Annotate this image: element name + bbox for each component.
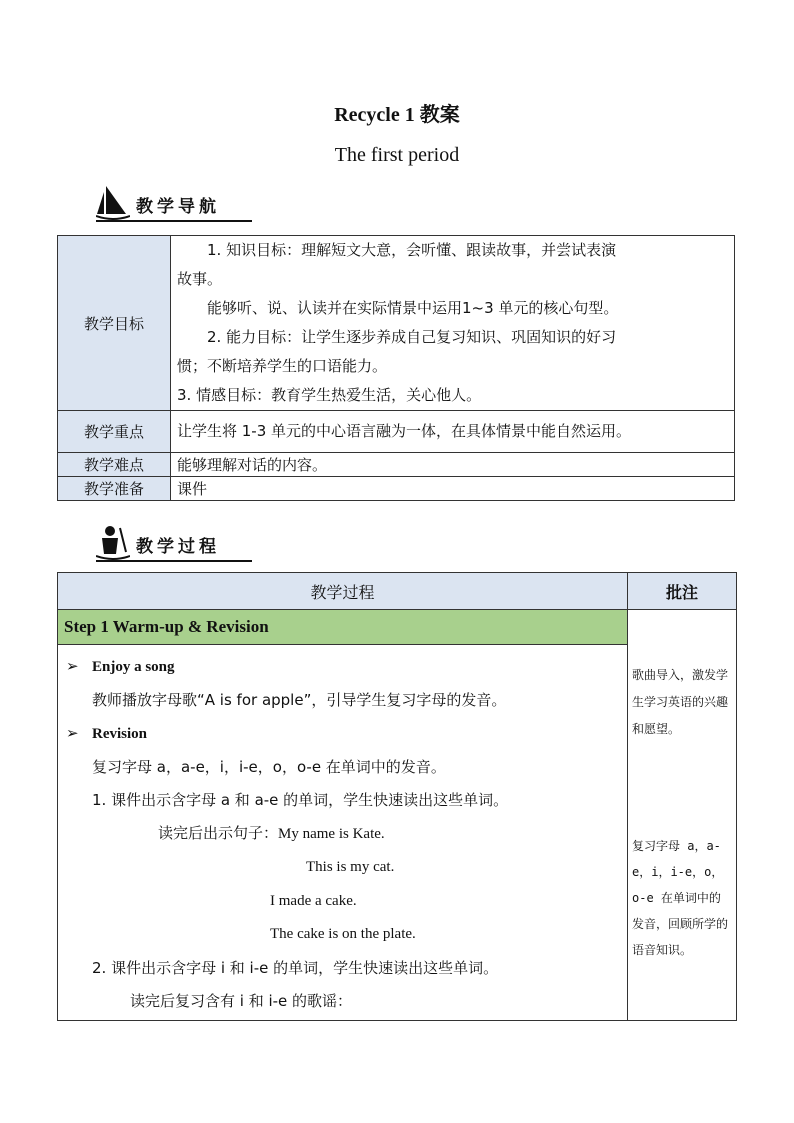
table-row [58,477,735,501]
row-value: 能够理解对话的内容。 [171,453,735,477]
objective-line: 2. 能力目标：让学生逐步养成自己复习知识、巩固知识的好习 [177,328,617,346]
section-label-nav: 教学导航 [136,197,220,217]
notes-cell [628,610,737,1021]
table-row [58,411,735,453]
section-divider [96,560,252,562]
process-line: 复习字母 a，a-e，i，i-e，o，o-e 在单词中的发音。 [92,757,446,776]
step-title: Step 1 Warm-up & Revision [58,610,628,645]
process-line: The cake is on the plate. [270,926,416,942]
section-header-process [96,524,256,564]
process-line: This is my cat. [306,859,395,875]
process-line: 2. 课件出示含字母 i 和 i-e 的单词，学生快速读出这些单词。 [92,958,499,977]
row-label: 教学目标 [58,236,171,411]
row-label: 教学重点 [58,411,171,453]
page-title: Recycle 1 教案 [334,104,460,126]
process-body [58,645,628,1021]
arrow-bullet-icon: ➢ [66,657,79,675]
bullet-heading: Revision [92,726,148,742]
writer-icon [96,524,130,560]
objective-line: 3. 情感目标：教育学生热爱生活，关心他人。 [177,386,482,404]
column-header-process: 教学过程 [58,573,628,610]
process-line: I made a cake. [270,892,357,909]
section-label-process: 教学过程 [136,537,220,557]
table-header-row [58,573,737,610]
teaching-nav-table [57,235,735,501]
arrow-bullet-icon: ➢ [66,724,79,742]
process-line: 读完后出示句子：My name is Kate. [158,825,385,842]
process-line: 读完后复习含有 i 和 i-e 的歌谣： [130,992,353,1010]
row-value: 让学生将 1-3 单元的中心语言融为一体，在具体情景中能自然运用。 [171,411,735,453]
table-row [58,236,735,411]
sailboat-icon [96,184,130,220]
section-divider [96,220,252,222]
column-header-notes: 批注 [628,573,737,610]
teaching-process-table [57,572,737,1021]
objective-line: 能够听、说、认读并在实际情景中运用1~3 单元的核心句型。 [177,299,619,317]
process-line: 1. 课件出示含字母 a 和 a-e 的单词，学生快速读出这些单词。 [92,791,509,809]
objective-line: 1. 知识目标：理解短文大意，会听懂、跟读故事，并尝试表演 [177,241,617,259]
row-value [171,236,735,411]
row-label: 教学难点 [58,453,171,477]
note-text: 歌曲导入，激发学生学习英语的兴趣和愿望。 [632,668,729,736]
process-line: 教师播放字母歌“A is for apple”，引导学生复习字母的发音。 [92,690,507,709]
row-value: 课件 [171,477,735,501]
bullet-heading: Enjoy a song [92,659,175,675]
table-row [58,453,735,477]
row-label: 教学准备 [58,477,171,501]
note-text: 复习字母 a，a-e，i，i-e，o，o-e 在单词中的发音，回顾所学的语音知识。 [632,839,729,957]
objective-line: 惯；不断培养学生的口语能力。 [177,357,388,375]
table-row [58,610,737,645]
section-header-nav [96,184,256,224]
objective-line: 故事。 [177,270,223,288]
page-subtitle: The first period [334,144,460,166]
